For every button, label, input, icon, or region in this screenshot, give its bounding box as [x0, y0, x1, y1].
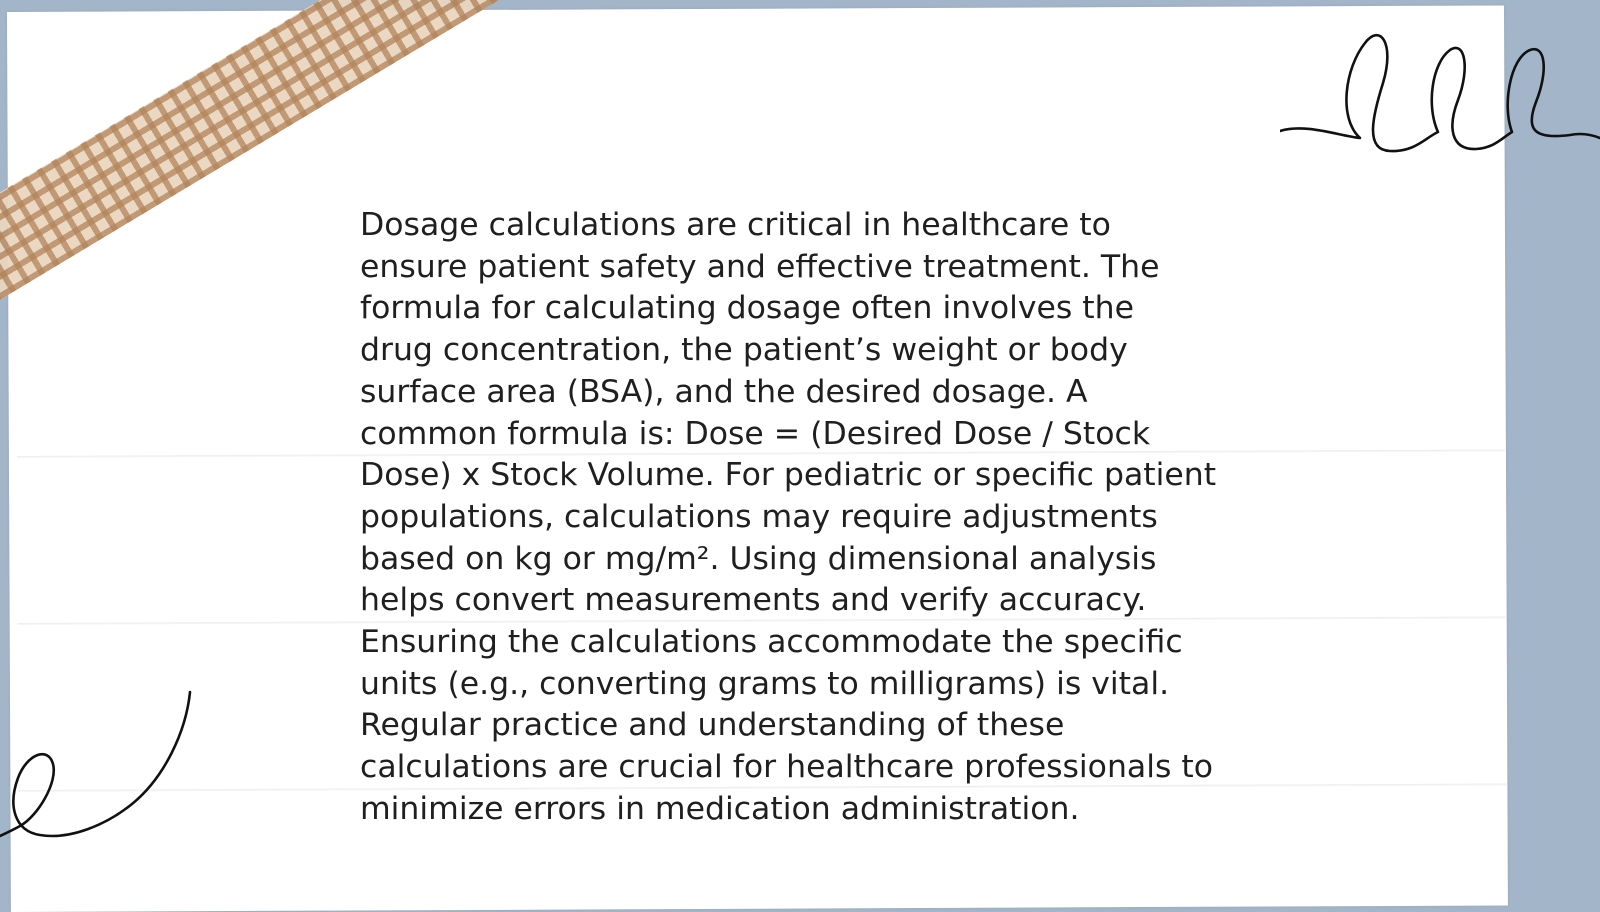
body-paragraph: Dosage calculations are critical in healthcare to ensure patient safety and effective treatment. The formula for calculating dosage often involves the drug concentration, the patient’s weight or body surface area (BSA), and the desired dosage. A common formula is: Dose = (Desired Dose / Stock Dose) x Stock Volume. For pediatric or specific patient populations, calculations may require adjustments based on kg or mg/m². Using dimensional analysis helps convert measurements and verify accuracy. Ensuring the calculations accommodate the specific units (e.g., converting grams to milligrams) is vital. Regular practice and understanding of these calculations are crucial for healthcare professionals to minimize errors in medication administration.	[360, 207, 1217, 827]
check-squiggle-icon	[0, 690, 200, 850]
loop-squiggle-icon	[1280, 28, 1600, 168]
